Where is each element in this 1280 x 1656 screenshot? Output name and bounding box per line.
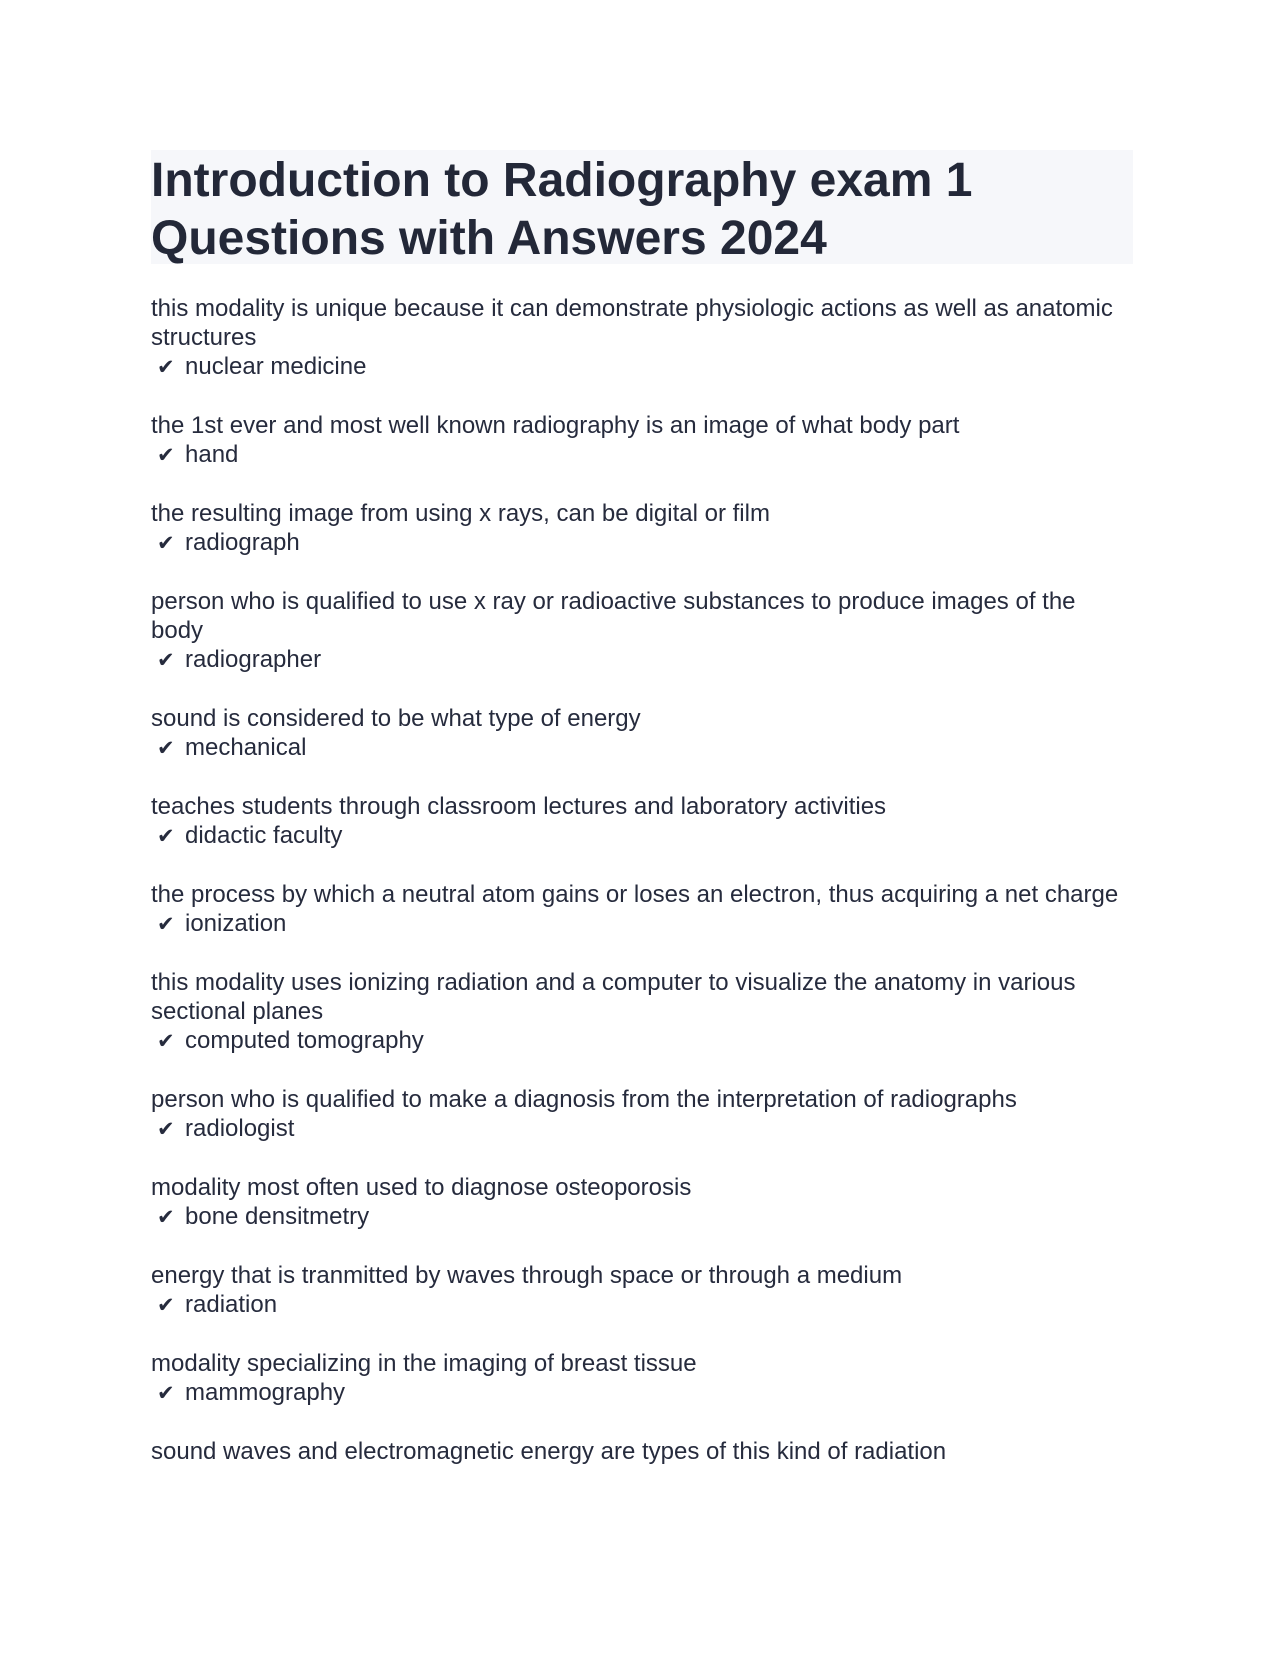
checkmark-icon: ✔ (157, 443, 175, 467)
checkmark-icon: ✔ (157, 912, 175, 936)
checkmark-icon: ✔ (157, 355, 175, 379)
answer-text: bone densitmetry (185, 1203, 370, 1230)
question-text: this modality is unique because it can demonstrate physiologic actions as well as anatomic structures (151, 295, 1113, 351)
qa-item (151, 792, 1133, 851)
question-text: energy that is tranmitted by waves through space or through a medium (151, 1262, 903, 1289)
answer-row (151, 1202, 1133, 1232)
question-answer-list (151, 294, 1133, 1466)
answer-text: mechanical (185, 734, 307, 761)
question-text: the resulting image from using x rays, can be digital or film (151, 500, 770, 527)
question-text: sound waves and electromagnetic energy are types of this kind of radiation (151, 1438, 947, 1465)
title-block (151, 150, 1133, 264)
question-text: this modality uses ionizing radiation and a computer to visualize the anatomy in various sectional planes (151, 969, 1076, 1025)
checkmark-icon: ✔ (157, 1117, 175, 1141)
qa-item (151, 499, 1133, 558)
answer-text: ionization (185, 910, 287, 937)
checkmark-icon: ✔ (157, 531, 175, 555)
checkmark-icon: ✔ (157, 648, 175, 672)
question-text: person who is qualified to use x ray or radioactive substances to produce images of the body (151, 588, 1076, 644)
answer-text: nuclear medicine (185, 353, 367, 380)
question-text: modality specializing in the imaging of breast tissue (151, 1350, 697, 1377)
answer-text: hand (185, 441, 239, 468)
question-text: person who is qualified to make a diagnosis from the interpretation of radiographs (151, 1086, 1017, 1113)
qa-item (151, 587, 1133, 675)
checkmark-icon: ✔ (157, 1205, 175, 1229)
qa-item (151, 1173, 1133, 1232)
answer-row (151, 821, 1133, 851)
qa-item (151, 294, 1133, 382)
title-line-1: Introduction to Radiography exam 1 (151, 154, 973, 207)
answer-row (151, 1114, 1133, 1144)
answer-row (151, 352, 1133, 382)
answer-text: computed tomography (185, 1027, 424, 1054)
question-text: the 1st ever and most well known radiography is an image of what body part (151, 412, 960, 439)
answer-row (151, 528, 1133, 558)
answer-text: radiation (185, 1291, 278, 1318)
qa-item (151, 1085, 1133, 1144)
answer-text: radiographer (185, 646, 322, 673)
qa-item (151, 411, 1133, 470)
answer-row (151, 440, 1133, 470)
qa-item (151, 704, 1133, 763)
qa-item (151, 968, 1133, 1056)
answer-row (151, 909, 1133, 939)
answer-text: mammography (185, 1379, 346, 1406)
answer-text: radiologist (185, 1115, 295, 1142)
checkmark-icon: ✔ (157, 1381, 175, 1405)
document-page (151, 150, 1133, 1495)
answer-row (151, 1378, 1133, 1408)
answer-row (151, 1026, 1133, 1056)
qa-item (151, 1349, 1133, 1408)
title-line-2: Questions with Answers 2024 (151, 212, 827, 265)
answer-row (151, 1290, 1133, 1320)
qa-item (151, 1437, 1133, 1466)
answer-text: didactic faculty (185, 822, 343, 849)
qa-item (151, 1261, 1133, 1320)
answer-row (151, 645, 1133, 675)
question-text: modality most often used to diagnose osteoporosis (151, 1174, 692, 1201)
checkmark-icon: ✔ (157, 1029, 175, 1053)
document-title (151, 152, 1133, 268)
question-text: sound is considered to be what type of energy (151, 705, 641, 732)
question-text: the process by which a neutral atom gains or loses an electron, thus acquiring a net charge (151, 881, 1119, 908)
question-text: teaches students through classroom lectures and laboratory activities (151, 793, 887, 820)
checkmark-icon: ✔ (157, 1293, 175, 1317)
qa-item (151, 880, 1133, 939)
answer-row (151, 733, 1133, 763)
checkmark-icon: ✔ (157, 736, 175, 760)
answer-text: radiograph (185, 529, 300, 556)
checkmark-icon: ✔ (157, 824, 175, 848)
